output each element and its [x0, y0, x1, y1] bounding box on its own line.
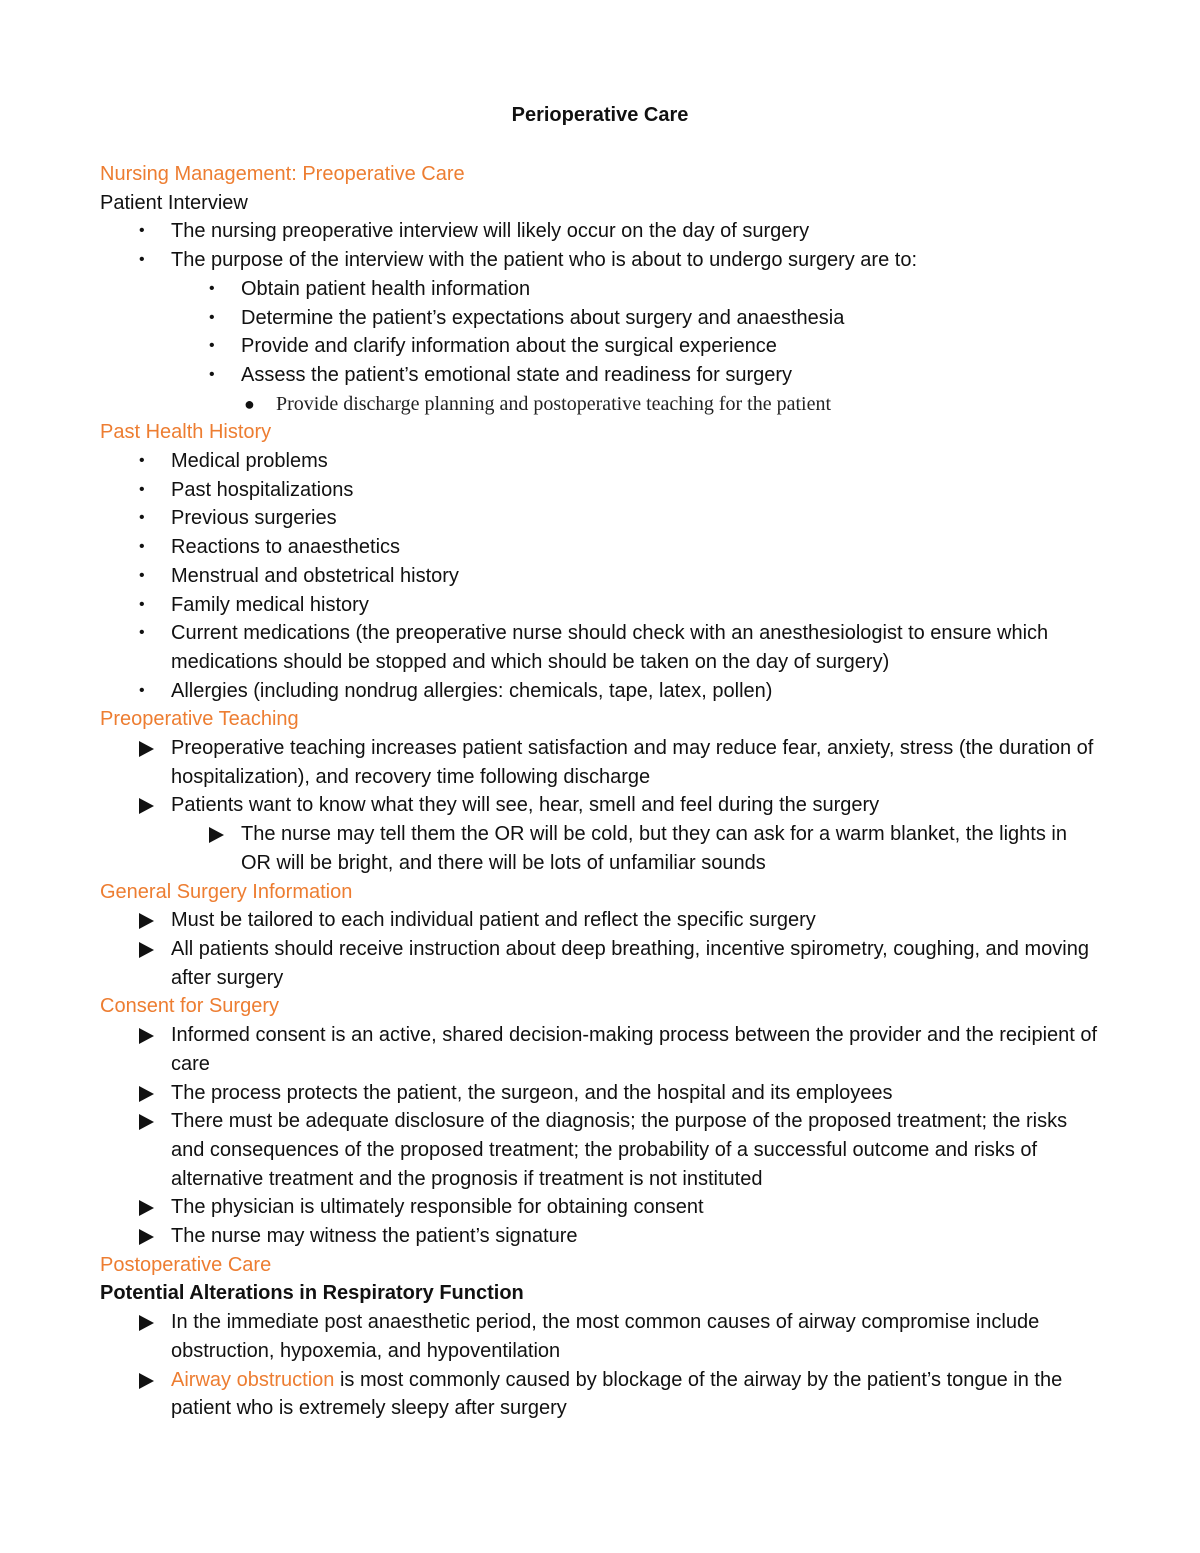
triangle-arrow-icon — [139, 798, 154, 814]
bullet-dot-icon: • — [139, 566, 145, 584]
list-item-text — [171, 1366, 1100, 1423]
list-item — [100, 533, 1100, 562]
triangle-arrow-icon — [139, 942, 154, 958]
triangle-arrow-icon — [139, 1315, 154, 1331]
list-item-text: Previous surgeries — [171, 507, 337, 530]
list-item-text: Past hospitalizations — [171, 478, 354, 501]
list-item — [100, 1308, 1100, 1365]
list-item-text: Provide discharge planning and postoperative teaching for the patient — [276, 392, 832, 415]
bullet-dot-icon: • — [209, 365, 215, 383]
list-item-text: Informed consent is an active, shared decision-making process between the provider and the recipient of care — [171, 1024, 1098, 1075]
triangle-arrow-icon — [139, 1028, 154, 1044]
list-item-text: Allergies (including nondrug allergies: chemicals, tape, latex, pollen) — [171, 679, 773, 702]
list-item-text: Reactions to anaesthetics — [171, 536, 401, 559]
list-item-text: The nurse may witness the patient’s signature — [171, 1225, 578, 1248]
list-item — [100, 246, 1100, 275]
list-item-text: Patients want to know what they will see, hear, smell and feel during the surgery — [171, 794, 880, 817]
list-item — [100, 906, 1100, 935]
list-item-text: In the immediate post anaesthetic period, the most common causes of airway compromise include obstruction, hypoxemia, and hypoventilation — [171, 1311, 1040, 1362]
list-item — [100, 935, 1100, 992]
list-item-text: The nurse may tell them the OR will be cold, but they can ask for a warm blanket, the lights in OR will be bright, and there will be lots of unfamiliar sounds — [241, 823, 1067, 874]
list-item-text: The nursing preoperative interview will likely occur on the day of surgery — [171, 220, 810, 243]
list-item — [100, 476, 1100, 505]
list-item-text: Assess the patient’s emotional state and readiness for surgery — [241, 363, 793, 386]
list-item-text: Medical problems — [171, 450, 328, 473]
list-item — [100, 1193, 1100, 1222]
bullet-dot-icon: • — [139, 480, 145, 498]
triangle-arrow-icon — [139, 1229, 154, 1245]
list-item-text: The physician is ultimately responsible for obtaining consent — [171, 1196, 704, 1219]
list-item-text: There must be adequate disclosure of the diagnosis; the purpose of the proposed treatment; the risks and consequences of the proposed treatment; the probability of a successful outcome and risks of alternative treatment and the prognosis if treatment is not instituted — [171, 1110, 1068, 1190]
triangle-arrow-icon — [209, 827, 224, 843]
list-item — [100, 275, 1100, 304]
section-heading-preop: Nursing Management: Preoperative Care — [100, 163, 465, 185]
triangle-arrow-icon — [139, 741, 154, 757]
list-item — [100, 677, 1100, 706]
document-body — [100, 160, 1100, 1423]
list-item-text: All patients should receive instruction about deep breathing, incentive spirometry, coughing, and moving after surgery — [171, 937, 1089, 989]
list-item — [100, 390, 1100, 419]
list-item-text: Determine the patient’s expectations about surgery and anaesthesia — [241, 306, 845, 329]
bullet-dot-icon: • — [139, 452, 145, 470]
list-item — [100, 361, 1100, 390]
list-item — [100, 820, 1100, 877]
bullet-dot-icon: • — [139, 251, 145, 269]
list-item — [100, 332, 1100, 361]
section-heading-postop: Postoperative Care — [100, 1253, 272, 1276]
triangle-arrow-icon — [139, 1086, 154, 1102]
list-item — [100, 447, 1100, 476]
bullet-dot-icon: • — [139, 509, 145, 527]
section-heading-teaching: Preoperative Teaching — [100, 708, 299, 731]
section-heading-consent: Consent for Surgery — [100, 995, 279, 1018]
section-heading-general: General Surgery Information — [100, 880, 353, 903]
bullet-dot-icon: • — [139, 681, 145, 699]
bullet-dot-icon: • — [139, 222, 145, 240]
bullet-dot-icon: ● — [244, 393, 255, 414]
bullet-dot-icon: • — [139, 624, 145, 642]
triangle-arrow-icon — [139, 913, 154, 929]
bullet-dot-icon: • — [209, 308, 215, 326]
list-item-text: Family medical history — [171, 593, 369, 616]
bullet-dot-icon: • — [209, 279, 215, 297]
list-item — [100, 1079, 1100, 1108]
list-item-text-rest: is most commonly caused by blockage of the airway by the patient’s tongue in the patient who is extremely sleepy after surgery — [171, 1368, 1063, 1420]
list-item — [100, 791, 1100, 820]
list-item — [100, 591, 1100, 620]
triangle-arrow-icon — [139, 1200, 154, 1216]
triangle-arrow-icon — [139, 1114, 154, 1130]
list-item — [100, 1222, 1100, 1251]
list-item — [100, 217, 1100, 246]
bullet-dot-icon: • — [139, 595, 145, 613]
list-item — [100, 504, 1100, 533]
list-item-text: Provide and clarify information about the surgical experience — [241, 335, 777, 358]
bullet-dot-icon: • — [139, 538, 145, 556]
list-item-text: The process protects the patient, the surgeon, and the hospital and its employees — [171, 1081, 893, 1104]
list-item-text: Preoperative teaching increases patient satisfaction and may reduce fear, anxiety, stress (the duration of hospitalization), and recovery time following discharge — [171, 737, 1094, 788]
bullet-dot-icon: • — [209, 337, 215, 355]
list-item-text: Current medications (the preoperative nurse should check with an anesthesiologist to ensure which medications should be stopped and which should be taken on the day of surgery) — [171, 622, 1049, 673]
list-item — [100, 734, 1100, 791]
list-item — [100, 1021, 1100, 1078]
list-item — [100, 1107, 1100, 1193]
list-item-text: Obtain patient health information — [241, 277, 531, 300]
subheading-respiratory: Potential Alterations in Respiratory Function — [100, 1282, 524, 1305]
list-item — [100, 1366, 1100, 1423]
list-item-text: The purpose of the interview with the patient who is about to undergo surgery are to: — [171, 249, 917, 272]
section-heading-history: Past Health History — [100, 421, 272, 444]
list-item-text: Must be tailored to each individual patient and reflect the specific surgery — [171, 909, 816, 932]
list-item — [100, 619, 1100, 676]
triangle-arrow-icon — [139, 1373, 154, 1389]
highlight-term: Airway obstruction — [171, 1368, 335, 1391]
document-title: Perioperative Care — [511, 104, 689, 126]
list-item — [100, 304, 1100, 333]
list-item — [100, 562, 1100, 591]
subheading-patient-interview: Patient Interview — [100, 191, 248, 214]
list-item-text: Menstrual and obstetrical history — [171, 564, 459, 587]
